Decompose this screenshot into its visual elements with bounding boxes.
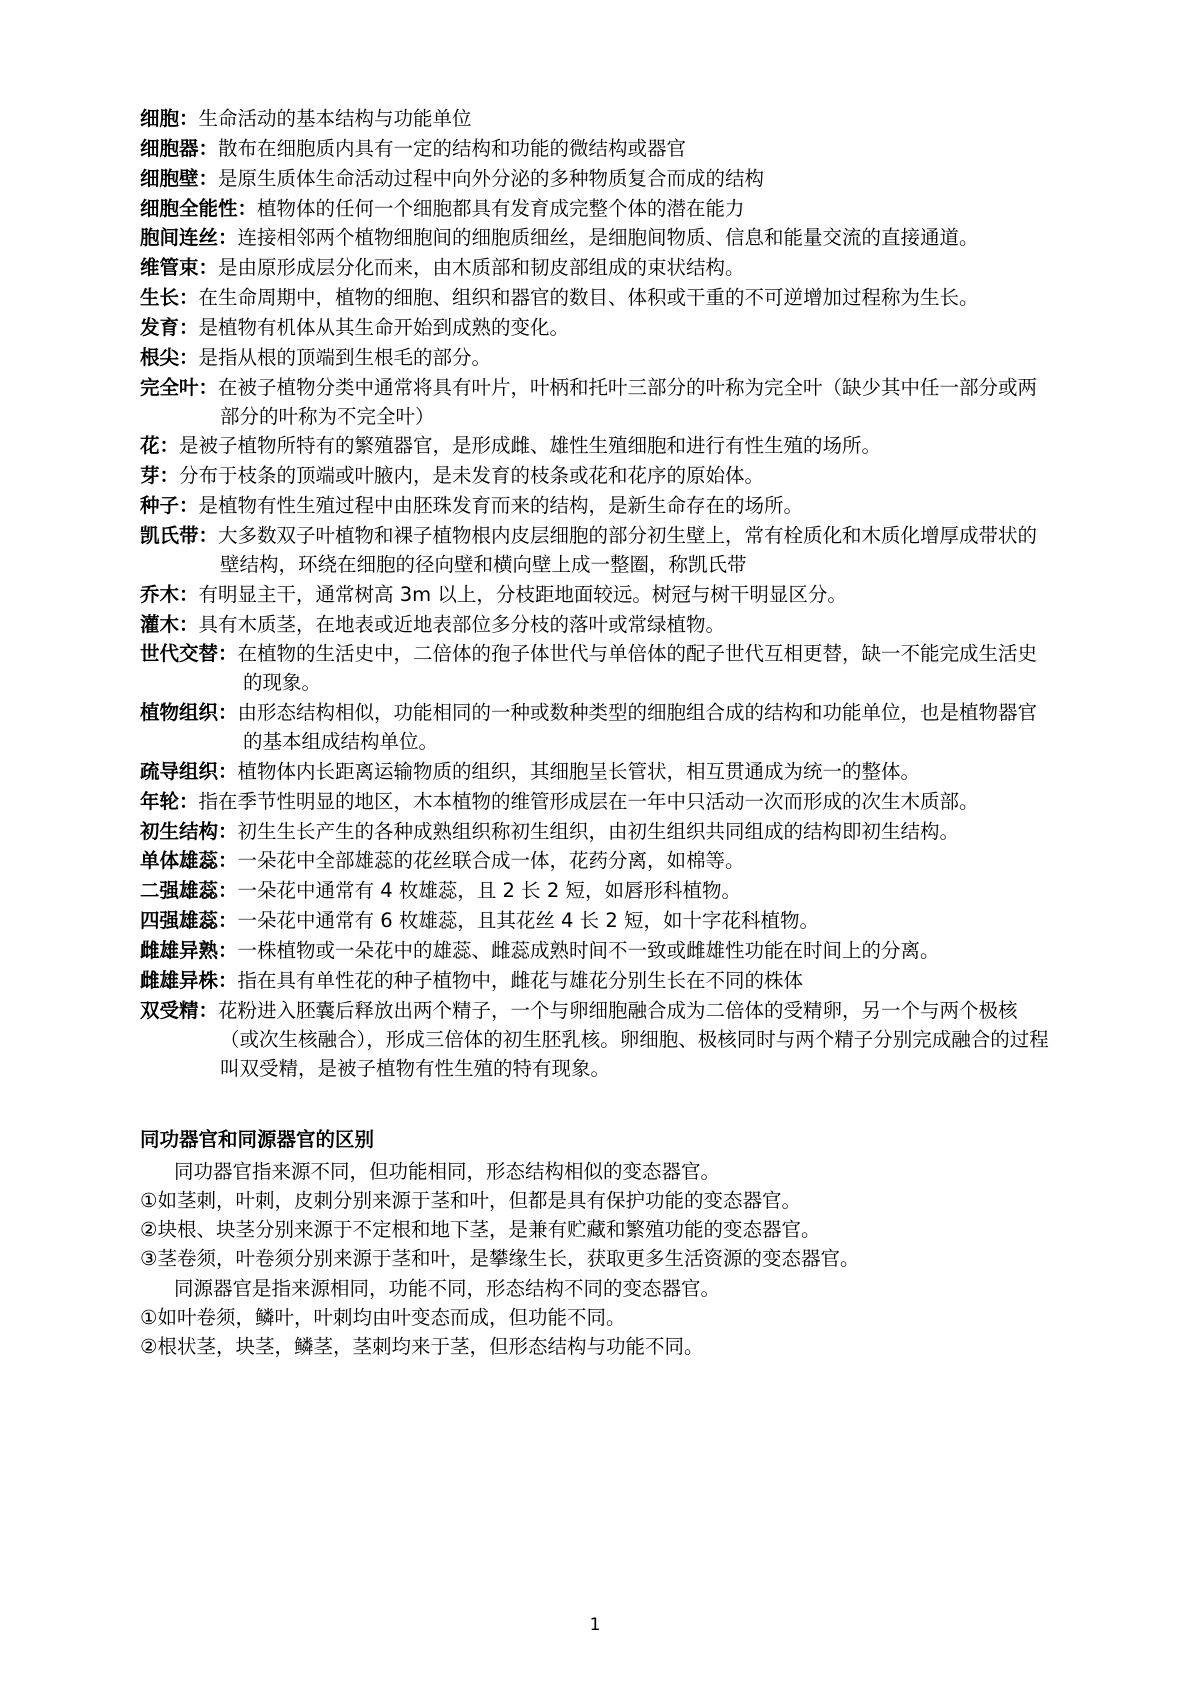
glossary-definition: 生命活动的基本结构与功能单位 [198, 107, 472, 130]
glossary-definition: 是由原形成层分化而来，由木质部和韧皮部组成的束状结构。 [218, 256, 745, 280]
glossary-entry [140, 522, 1050, 580]
glossary-definition: 在植物的生活史中，二倍体的孢子体世代与单倍体的配子世代互相更替，缺一不能完成生活史的现象。 [237, 642, 1038, 695]
glossary-term: 凯氏带 [140, 524, 199, 548]
glossary-entry [140, 997, 1050, 1084]
glossary-entry [140, 581, 1050, 610]
glossary-definition: 在被子植物分类中通常将具有叶片，叶柄和托叶三部分的叶称为完全叶（缺少其中任一部分或两部分的叶称为不完全叶） [218, 375, 1038, 428]
glossary-term: 胞间连丝 [140, 226, 219, 250]
glossary-entry [140, 374, 1050, 432]
glossary-term: 细胞 [140, 107, 180, 130]
glossary-entry [140, 492, 1050, 521]
glossary-term: 年轮 [140, 789, 180, 813]
glossary-entry [140, 937, 1050, 966]
glossary-entry [140, 165, 1050, 194]
glossary-term: 细胞器 [140, 136, 199, 160]
glossary-colon: ： [237, 196, 258, 220]
glossary-term: 四强雄蕊 [140, 909, 219, 933]
glossary-definition: 一朵花中通常有 6 枚雄蕊，且其花丝 4 长 2 短，如十字花科植物。 [237, 909, 819, 933]
section-paragraph: 同源器官是指来源相同，功能不同，形态结构不同的变态器官。 [174, 1276, 721, 1300]
glossary-entry [140, 847, 1050, 876]
glossary-entry [140, 611, 1050, 640]
glossary-term: 花 [140, 434, 160, 458]
glossary-entry [140, 818, 1050, 847]
glossary-term: 初生结构 [140, 819, 219, 843]
glossary-entry [140, 344, 1050, 373]
glossary-entry [140, 788, 1050, 817]
glossary-term: 世代交替 [140, 642, 219, 666]
glossary-definition: 一株植物或一朵花中的雄蕊、雌蕊成熟时间不一致或雌雄性功能在时间上的分离。 [237, 939, 940, 963]
glossary-definition: 连接相邻两个植物细胞间的细胞质细丝，是细胞间物质、信息和能量交流的直接通道。 [237, 226, 979, 250]
glossary-colon: ： [218, 226, 238, 250]
glossary-definition: 指在季节性明显的地区，木本植物的维管形成层在一年中只活动一次而形成的次生木质部。 [198, 789, 979, 813]
glossary-colon: ： [179, 316, 199, 340]
page-number: 1 [589, 1615, 601, 1635]
glossary-colon: ： [198, 998, 219, 1022]
glossary-definition: 是原生质体生命活动过程中向外分泌的多种物质复合而成的结构 [218, 166, 765, 190]
glossary-definition: 在生命周期中，植物的细胞、组织和器官的数目、体积或干重的不可逆增加过程称为生长。 [198, 286, 979, 310]
glossary-term: 种子 [140, 494, 180, 518]
glossary-definition: 植物体内长距离运输物质的组织，其细胞呈长管状，相互贯通成为统一的整体。 [237, 759, 921, 783]
glossary-entry [140, 640, 1050, 698]
glossary-term: 根尖 [140, 345, 180, 369]
glossary-definition: 分布于枝条的顶端或叶腋内，是未发育的枝条或花和花序的原始体。 [179, 464, 765, 488]
glossary-definition: 是植物有性生殖过程中由胚珠发育而来的结构，是新生命存在的场所。 [198, 494, 804, 518]
glossary-term: 完全叶 [140, 375, 199, 399]
glossary-colon: ： [159, 434, 180, 458]
glossary-definition: 具有木质茎，在地表或近地表部位多分枝的落叶或常绿植物。 [198, 612, 726, 636]
section-paragraphs [140, 1157, 1050, 1362]
section-paragraph: ①如茎刺，叶刺，皮刺分别来源于茎和叶，但都是具有保护功能的变态器官。 [140, 1188, 801, 1212]
glossary-colon: ： [218, 939, 238, 963]
glossary-colon: ： [179, 582, 199, 606]
glossary-term: 乔木 [140, 582, 180, 606]
glossary-term: 芽 [140, 464, 160, 488]
glossary-term: 双受精 [140, 998, 199, 1022]
glossary-definition: 初生生长产生的各种成熟组织称初生组织，由初生组织共同组成的结构即初生结构。 [237, 819, 960, 843]
section-paragraph: ②块根、块茎分别来源于不定根和地下茎，是兼有贮藏和繁殖功能的变态器官。 [140, 1218, 821, 1242]
glossary-colon: ： [179, 286, 199, 310]
glossary-definition: 是被子植物所特有的繁殖器官，是形成雌、雄性生殖细胞和进行有性生殖的场所。 [179, 434, 882, 458]
glossary-colon: ： [218, 819, 238, 843]
glossary-colon: ： [218, 968, 238, 992]
glossary-term: 灌木 [140, 612, 180, 636]
glossary-term: 雌雄异株 [140, 968, 219, 992]
glossary-definition: 大多数双子叶植物和裸子植物根内皮层细胞的部分初生壁上，常有栓质化和木质化增厚成带状的壁结构，环绕在细胞的径向壁和横向壁上成一整圈，称凯氏带 [218, 524, 1038, 576]
glossary-definition: 由形态结构相似，功能相同的一种或数种类型的细胞组合成的结构和功能单位，也是植物器官的基本组成结构单位。 [237, 701, 1038, 754]
section-paragraph: ③茎卷须，叶卷须分别来源于茎和叶，是攀缘生长，获取更多生活资源的变态器官。 [140, 1247, 860, 1271]
glossary-colon: ： [218, 642, 238, 666]
glossary-entry [140, 758, 1050, 787]
glossary-entry [140, 432, 1050, 461]
glossary-colon: ： [198, 256, 219, 280]
glossary-colon: ： [198, 136, 219, 160]
glossary-colon: ： [179, 345, 199, 369]
glossary-definition: 散布在细胞质内具有一定的结构和功能的微结构或器官 [218, 136, 687, 160]
glossary-entry [140, 195, 1050, 224]
glossary-entry [140, 284, 1050, 313]
glossary-definition: 是指从根的顶端到生根毛的部分。 [198, 345, 492, 369]
glossary-definition: 花粉进入胚囊后释放出两个精子，一个与卵细胞融合成为二倍体的受精卵，另一个与两个极核（或次生核融合），形成三倍体的初生胚乳核。卵细胞、极核同时与两个精子分别完成融合的过程叫双受精，是被子植物有性生殖的特有现象。 [218, 998, 1049, 1080]
glossary-colon: ： [198, 524, 219, 548]
glossary-term: 植物组织 [140, 701, 219, 725]
glossary-list [140, 105, 1050, 1083]
glossary-colon: ： [198, 166, 219, 190]
glossary-entry [140, 314, 1050, 343]
glossary-term: 细胞全能性 [140, 196, 238, 220]
glossary-colon: ： [218, 701, 238, 725]
glossary-colon: ： [218, 849, 238, 873]
glossary-entry [140, 135, 1050, 164]
glossary-entry [140, 224, 1050, 253]
section-paragraph: ②根状茎，块茎，鳞茎，茎刺均来于茎，但形态结构与功能不同。 [140, 1335, 704, 1359]
glossary-term: 细胞壁 [140, 166, 199, 190]
glossary-term: 雌雄异熟 [140, 939, 219, 963]
section-paragraph: 同功器官指来源不同，但功能相同，形态结构相似的变态器官。 [174, 1159, 721, 1183]
glossary-term: 发育 [140, 316, 180, 340]
glossary-colon: ： [218, 759, 238, 783]
glossary-entry [140, 105, 1050, 134]
section-title: 同功器官和同源器官的区别 [140, 1128, 375, 1152]
glossary-definition: 一朵花中全部雄蕊的花丝联合成一体，花药分离，如棉等。 [237, 849, 745, 873]
glossary-term: 疏导组织 [140, 759, 219, 783]
glossary-colon: ： [218, 909, 238, 933]
glossary-term: 维管束 [140, 256, 199, 280]
glossary-entry [140, 967, 1050, 996]
glossary-definition: 植物体的任何一个细胞都具有发育成完整个体的潜在能力 [257, 196, 745, 220]
glossary-term: 单体雄蕊 [140, 849, 219, 873]
glossary-definition: 指在具有单性花的种子植物中，雌花与雄花分别生长在不同的株体 [237, 968, 804, 992]
glossary-term: 生长 [140, 286, 180, 310]
section-homologous-organs [140, 1125, 1050, 1361]
section-paragraph: ①如叶卷须，鳞叶，叶刺均由叶变态而成，但功能不同。 [140, 1305, 626, 1329]
glossary-colon: ： [179, 612, 199, 636]
glossary-colon: ： [179, 494, 199, 518]
glossary-definition: 有明显主干，通常树高 3m 以上，分枝距地面较远。树冠与树干明显区分。 [198, 582, 847, 606]
glossary-colon: ： [198, 375, 219, 399]
glossary-entry [140, 254, 1050, 283]
glossary-colon: ： [159, 464, 180, 488]
glossary-entry [140, 699, 1050, 757]
glossary-colon: ： [179, 107, 199, 130]
glossary-entry [140, 462, 1050, 491]
glossary-entry [140, 877, 1050, 906]
glossary-entry [140, 907, 1050, 936]
glossary-colon: ： [218, 879, 238, 903]
glossary-term: 二强雄蕊 [140, 879, 219, 903]
glossary-colon: ： [179, 789, 199, 813]
glossary-definition: 是植物有机体从其生命开始到成熟的变化。 [198, 316, 570, 340]
glossary-definition: 一朵花中通常有 4 枚雄蕊，且 2 长 2 短，如唇形科植物。 [237, 879, 741, 903]
